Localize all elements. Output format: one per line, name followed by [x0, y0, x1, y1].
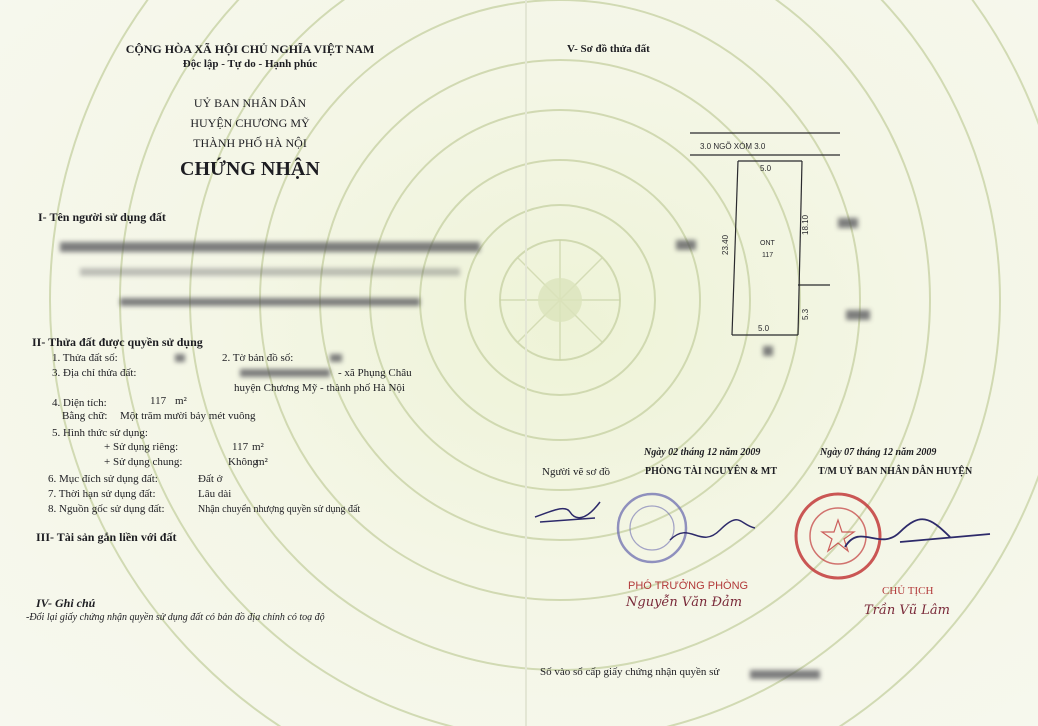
shared-use-label: + Sử dụng chung: — [104, 456, 183, 468]
parcel-number-label: 1. Thửa đất số: — [52, 352, 118, 364]
private-use-label: + Sử dụng riêng: — [104, 441, 179, 453]
authority-line-2: HUYỆN CHƯƠNG MỸ — [190, 116, 310, 130]
committee-label: T/M UỶ BAN NHÂN DÂN HUYỆN — [818, 466, 973, 477]
date-right: Ngày 07 tháng 12 năm 2009 — [820, 447, 937, 458]
authority-line-3: THÀNH PHỐ HÀ NỘI — [193, 136, 307, 150]
shared-use-unit: m² — [256, 456, 268, 468]
redacted-neighbor-3 — [846, 310, 870, 320]
redacted-owner-name — [60, 242, 480, 252]
deputy-signature — [660, 510, 760, 560]
area-in-words-label: Bằng chữ: — [62, 410, 108, 422]
term-value: Lâu dài — [198, 488, 232, 500]
redacted-owner-address — [120, 298, 420, 306]
department-label: PHÒNG TÀI NGUYÊN & MT — [645, 466, 778, 477]
section-3-heading: III- Tài sản gắn liền với đất — [36, 530, 177, 544]
section-2-heading: II- Thửa đất được quyền sử dụng — [32, 335, 203, 349]
drawer-label: Người vẽ sơ đồ — [542, 466, 611, 478]
fold-line — [525, 0, 527, 726]
plot-area: 117 — [762, 252, 774, 259]
top-dimension: 5.0 — [760, 164, 772, 173]
left-dimension: 23.40 — [721, 234, 730, 255]
address-line-1: - xã Phụng Châu — [338, 367, 412, 379]
section-5-heading: V- Sơ đồ thửa đất — [567, 43, 650, 55]
plot-code: ONT — [760, 240, 775, 247]
usage-form-label: 5. Hình thức sử dụng: — [52, 427, 148, 439]
map-sheet-label: 2. Tờ bản đồ số: — [222, 352, 294, 364]
chairman-title: CHỦ TỊCH — [882, 585, 934, 597]
private-use-unit: m² — [252, 441, 264, 453]
area-value: 117 — [150, 395, 167, 407]
purpose-label: 6. Mục đích sử dụng đất: — [48, 473, 158, 485]
address-line-2: huyện Chương Mỹ - thành phố Hà Nội — [234, 382, 405, 394]
right-dimension-2: 5.3 — [801, 308, 810, 320]
chairman-signature — [840, 512, 1000, 562]
drawer-signature — [530, 492, 610, 532]
area-unit: m² — [175, 395, 187, 407]
redacted-neighbor-2 — [676, 240, 696, 250]
origin-value: Nhận chuyển nhượng quyền sử dụng đất — [198, 504, 361, 515]
term-label: 7. Thời hạn sử dụng đất: — [48, 488, 156, 500]
national-title: CỘNG HÒA XÃ HỘI CHỦ NGHĨA VIỆT NAM — [125, 42, 375, 56]
redacted-neighbor-4 — [763, 346, 773, 356]
purpose-value: Đất ở — [198, 473, 223, 485]
private-use-value: 117 — [232, 441, 249, 453]
authority-line-1: UỶ BAN NHÂN DÂN — [193, 96, 307, 110]
deputy-title: PHÓ TRƯỞNG PHÒNG — [628, 580, 749, 592]
redacted-neighbor-1 — [838, 218, 858, 228]
redacted-address — [240, 369, 330, 377]
right-dimension: 18.10 — [801, 214, 810, 235]
registry-label: Số vào sổ cấp giấy chứng nhận quyền sử — [540, 666, 720, 678]
redacted-map-sheet — [330, 354, 342, 362]
deputy-name: Nguyễn Văn Đảm — [626, 595, 743, 610]
redacted-owner-line-2 — [80, 268, 460, 276]
date-left: Ngày 02 tháng 12 năm 2009 — [644, 447, 761, 458]
road-label: 3.0 NGÕ XÓM 3.0 — [700, 142, 766, 151]
shared-use-value: Không — [228, 456, 258, 468]
redacted-parcel-number — [175, 354, 185, 362]
section-4-heading: IV- Ghi chú — [36, 596, 96, 610]
chairman-name: Trần Vũ Lâm — [864, 603, 950, 618]
national-motto: Độc lập - Tự do - Hạnh phúc — [182, 58, 318, 70]
section-4-note: -Đổi lại giấy chứng nhận quyền sử dụng đất có bản đồ địa chính có toạ độ — [26, 612, 325, 623]
section-1-heading: I- Tên người sử dụng đất — [38, 210, 166, 224]
bottom-dimension: 5.0 — [758, 324, 770, 333]
area-in-words-value: Một trăm mười bảy mét vuông — [120, 410, 256, 422]
origin-label: 8. Nguồn gốc sử dụng đất: — [48, 503, 165, 515]
parcel-sketch — [680, 125, 900, 355]
document-title: CHỨNG NHẬN — [180, 158, 320, 180]
area-label: 4. Diện tích: — [52, 397, 107, 409]
address-label: 3. Địa chỉ thửa đất: — [52, 367, 137, 379]
redacted-registry-number — [750, 670, 820, 679]
